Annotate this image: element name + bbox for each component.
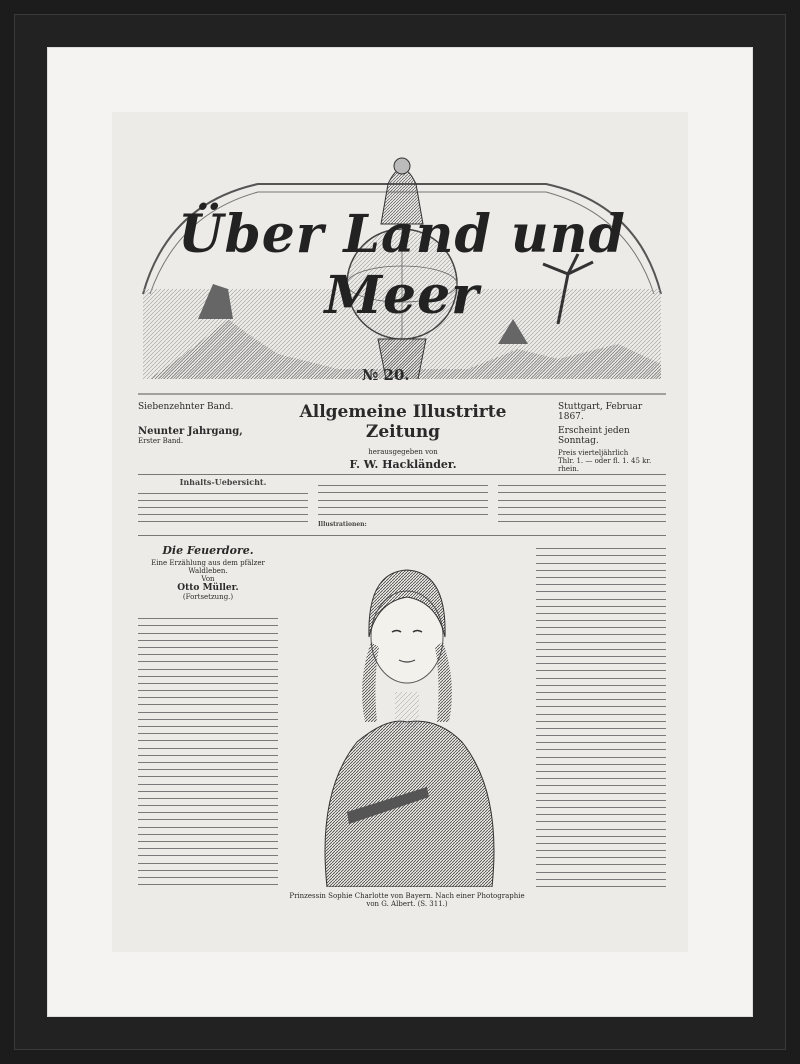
story-continued: (Fortsetzung.) — [182, 593, 234, 601]
masthead-illustration — [138, 144, 666, 404]
frequency: Erscheint jeden Sonntag. — [558, 426, 630, 446]
contents-col-3 — [498, 479, 666, 528]
volume-label: Siebenzehnter Band. — [138, 402, 234, 412]
header-left — [138, 402, 258, 445]
story-by: Von — [201, 575, 215, 583]
price-label: Preis vierteljährlich — [558, 449, 629, 457]
continuation-column — [536, 542, 666, 907]
portrait-image — [287, 542, 527, 887]
story-text-block — [138, 612, 278, 891]
editor-prefix: herausgegeben von — [368, 448, 438, 456]
continuation-text-block — [536, 542, 666, 893]
year-label: Neunter Jahrgang, — [138, 426, 243, 437]
editor-name: F. W. Hackländer. — [349, 458, 457, 471]
contents-col-1 — [138, 479, 308, 529]
header-right — [558, 402, 668, 473]
contents-col-2 — [318, 479, 488, 529]
story-column — [138, 542, 278, 907]
portrait-engraving — [287, 542, 527, 907]
header-center — [268, 402, 538, 471]
newspaper-name: Allgemeine Illustrirte Zeitung — [299, 402, 507, 442]
story-title: Die Feuerdore. — [162, 544, 254, 557]
year-sub: Erster Band. — [138, 437, 184, 445]
contents-overview — [138, 474, 666, 536]
story-subtitle: Eine Erzählung aus dem pfälzer Waldleben. — [151, 559, 265, 575]
masthead-title: Über Land und Meer — [178, 204, 626, 326]
issue-number: № 20. — [362, 366, 410, 384]
contents-heading: Inhalts-Uebersicht. — [179, 479, 267, 487]
place-date: Stuttgart, Februar 1867. — [558, 402, 643, 422]
portrait-caption: Prinzessin Sophie Charlotte von Bayern. Nach einer Photographie von G. Albert. (S. 311.) — [289, 892, 525, 908]
story-author: Otto Müller. — [177, 583, 239, 593]
price: Thlr. 1. — oder fl. 1. 45 kr. rhein. — [558, 457, 652, 473]
illustrations-label: Illustrationen: — [318, 521, 367, 529]
newspaper-page — [112, 112, 688, 952]
